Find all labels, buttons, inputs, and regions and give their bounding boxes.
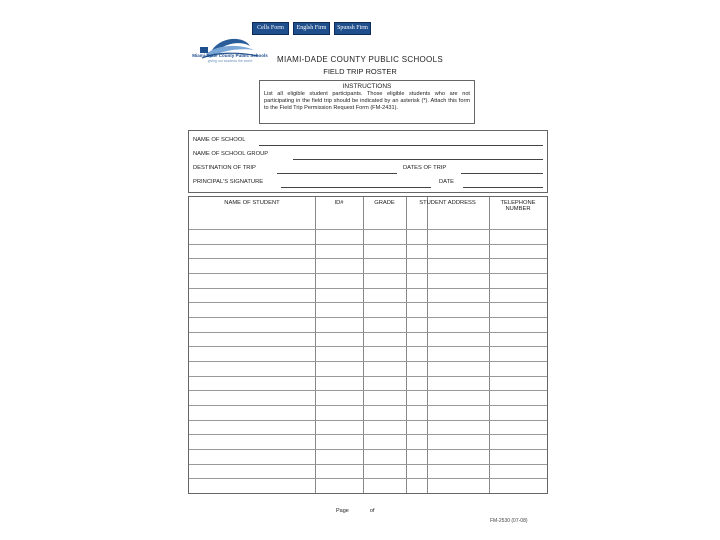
school-group-label: NAME OF SCHOOL GROUP: [193, 151, 269, 157]
dates-field[interactable]: [461, 173, 543, 174]
table-row[interactable]: [189, 376, 547, 377]
column-header-name: NAME OF STUDENT: [224, 200, 280, 206]
dates-label: DATES OF TRIP: [403, 165, 447, 171]
school-name-field[interactable]: [259, 145, 543, 146]
column-header-id: ID#: [334, 200, 344, 206]
table-row[interactable]: [189, 258, 547, 259]
table-row[interactable]: [189, 288, 547, 289]
page-label: Page: [336, 508, 349, 514]
district-logo-icon: [192, 32, 268, 72]
cells-form-button[interactable]: Cells Form: [252, 22, 289, 35]
table-row[interactable]: [189, 464, 547, 465]
form-code: FM-2530 (07-08): [490, 518, 528, 524]
page-footer: [336, 508, 375, 514]
instructions-body: List all eligible student participants. Those eligible students who are not participating in the field trip should be indicated by an asterisk (*). Attach this form to the Field Trip Permission Request Form (FM-2431).: [264, 91, 470, 111]
table-row[interactable]: [189, 361, 547, 362]
principal-signature-field[interactable]: [281, 187, 431, 188]
date-field[interactable]: [463, 187, 543, 188]
column-header-address: STUDENT ADDRESS: [419, 200, 476, 206]
table-row[interactable]: [189, 390, 547, 391]
table-row[interactable]: [189, 346, 547, 347]
of-label: of: [369, 508, 375, 514]
district-name: MIAMI-DADE COUNTY PUBLIC SCHOOLS: [277, 55, 443, 64]
school-name-label: NAME OF SCHOOL: [193, 137, 246, 143]
logo-tagline: giving our students the world: [207, 59, 253, 63]
column-header-grade: GRADE: [374, 200, 395, 206]
table-row[interactable]: [189, 478, 547, 479]
table-row[interactable]: [189, 420, 547, 421]
date-label: DATE: [439, 179, 455, 185]
table-row[interactable]: [189, 302, 547, 303]
logo-name: Miami-Dade County Public Schools: [192, 53, 268, 58]
table-row[interactable]: [189, 244, 547, 245]
trip-info-box: [188, 130, 548, 193]
table-row[interactable]: [189, 449, 547, 450]
form-title: FIELD TRIP ROSTER: [323, 67, 397, 76]
table-row[interactable]: [189, 229, 547, 230]
roster-table: [188, 196, 548, 494]
english-form-button[interactable]: Englsh Firm: [293, 22, 330, 35]
table-row[interactable]: [189, 273, 547, 274]
destination-field[interactable]: [277, 173, 397, 174]
instructions-heading: INSTRUCTIONS: [342, 83, 392, 90]
spanish-form-button[interactable]: Spunsh Firm: [334, 22, 371, 35]
form-toolbar: [252, 22, 371, 35]
table-row[interactable]: [189, 405, 547, 406]
table-row[interactable]: [189, 434, 547, 435]
table-row[interactable]: [189, 332, 547, 333]
school-group-field[interactable]: [293, 159, 543, 160]
principal-signature-label: PRINCIPAL'S SIGNATURE: [193, 179, 264, 185]
table-row[interactable]: [189, 317, 547, 318]
destination-label: DESTINATION OF TRIP: [193, 165, 256, 171]
column-header-telephone: TELEPHONE NUMBER: [500, 200, 536, 212]
instructions-box: [259, 80, 475, 124]
